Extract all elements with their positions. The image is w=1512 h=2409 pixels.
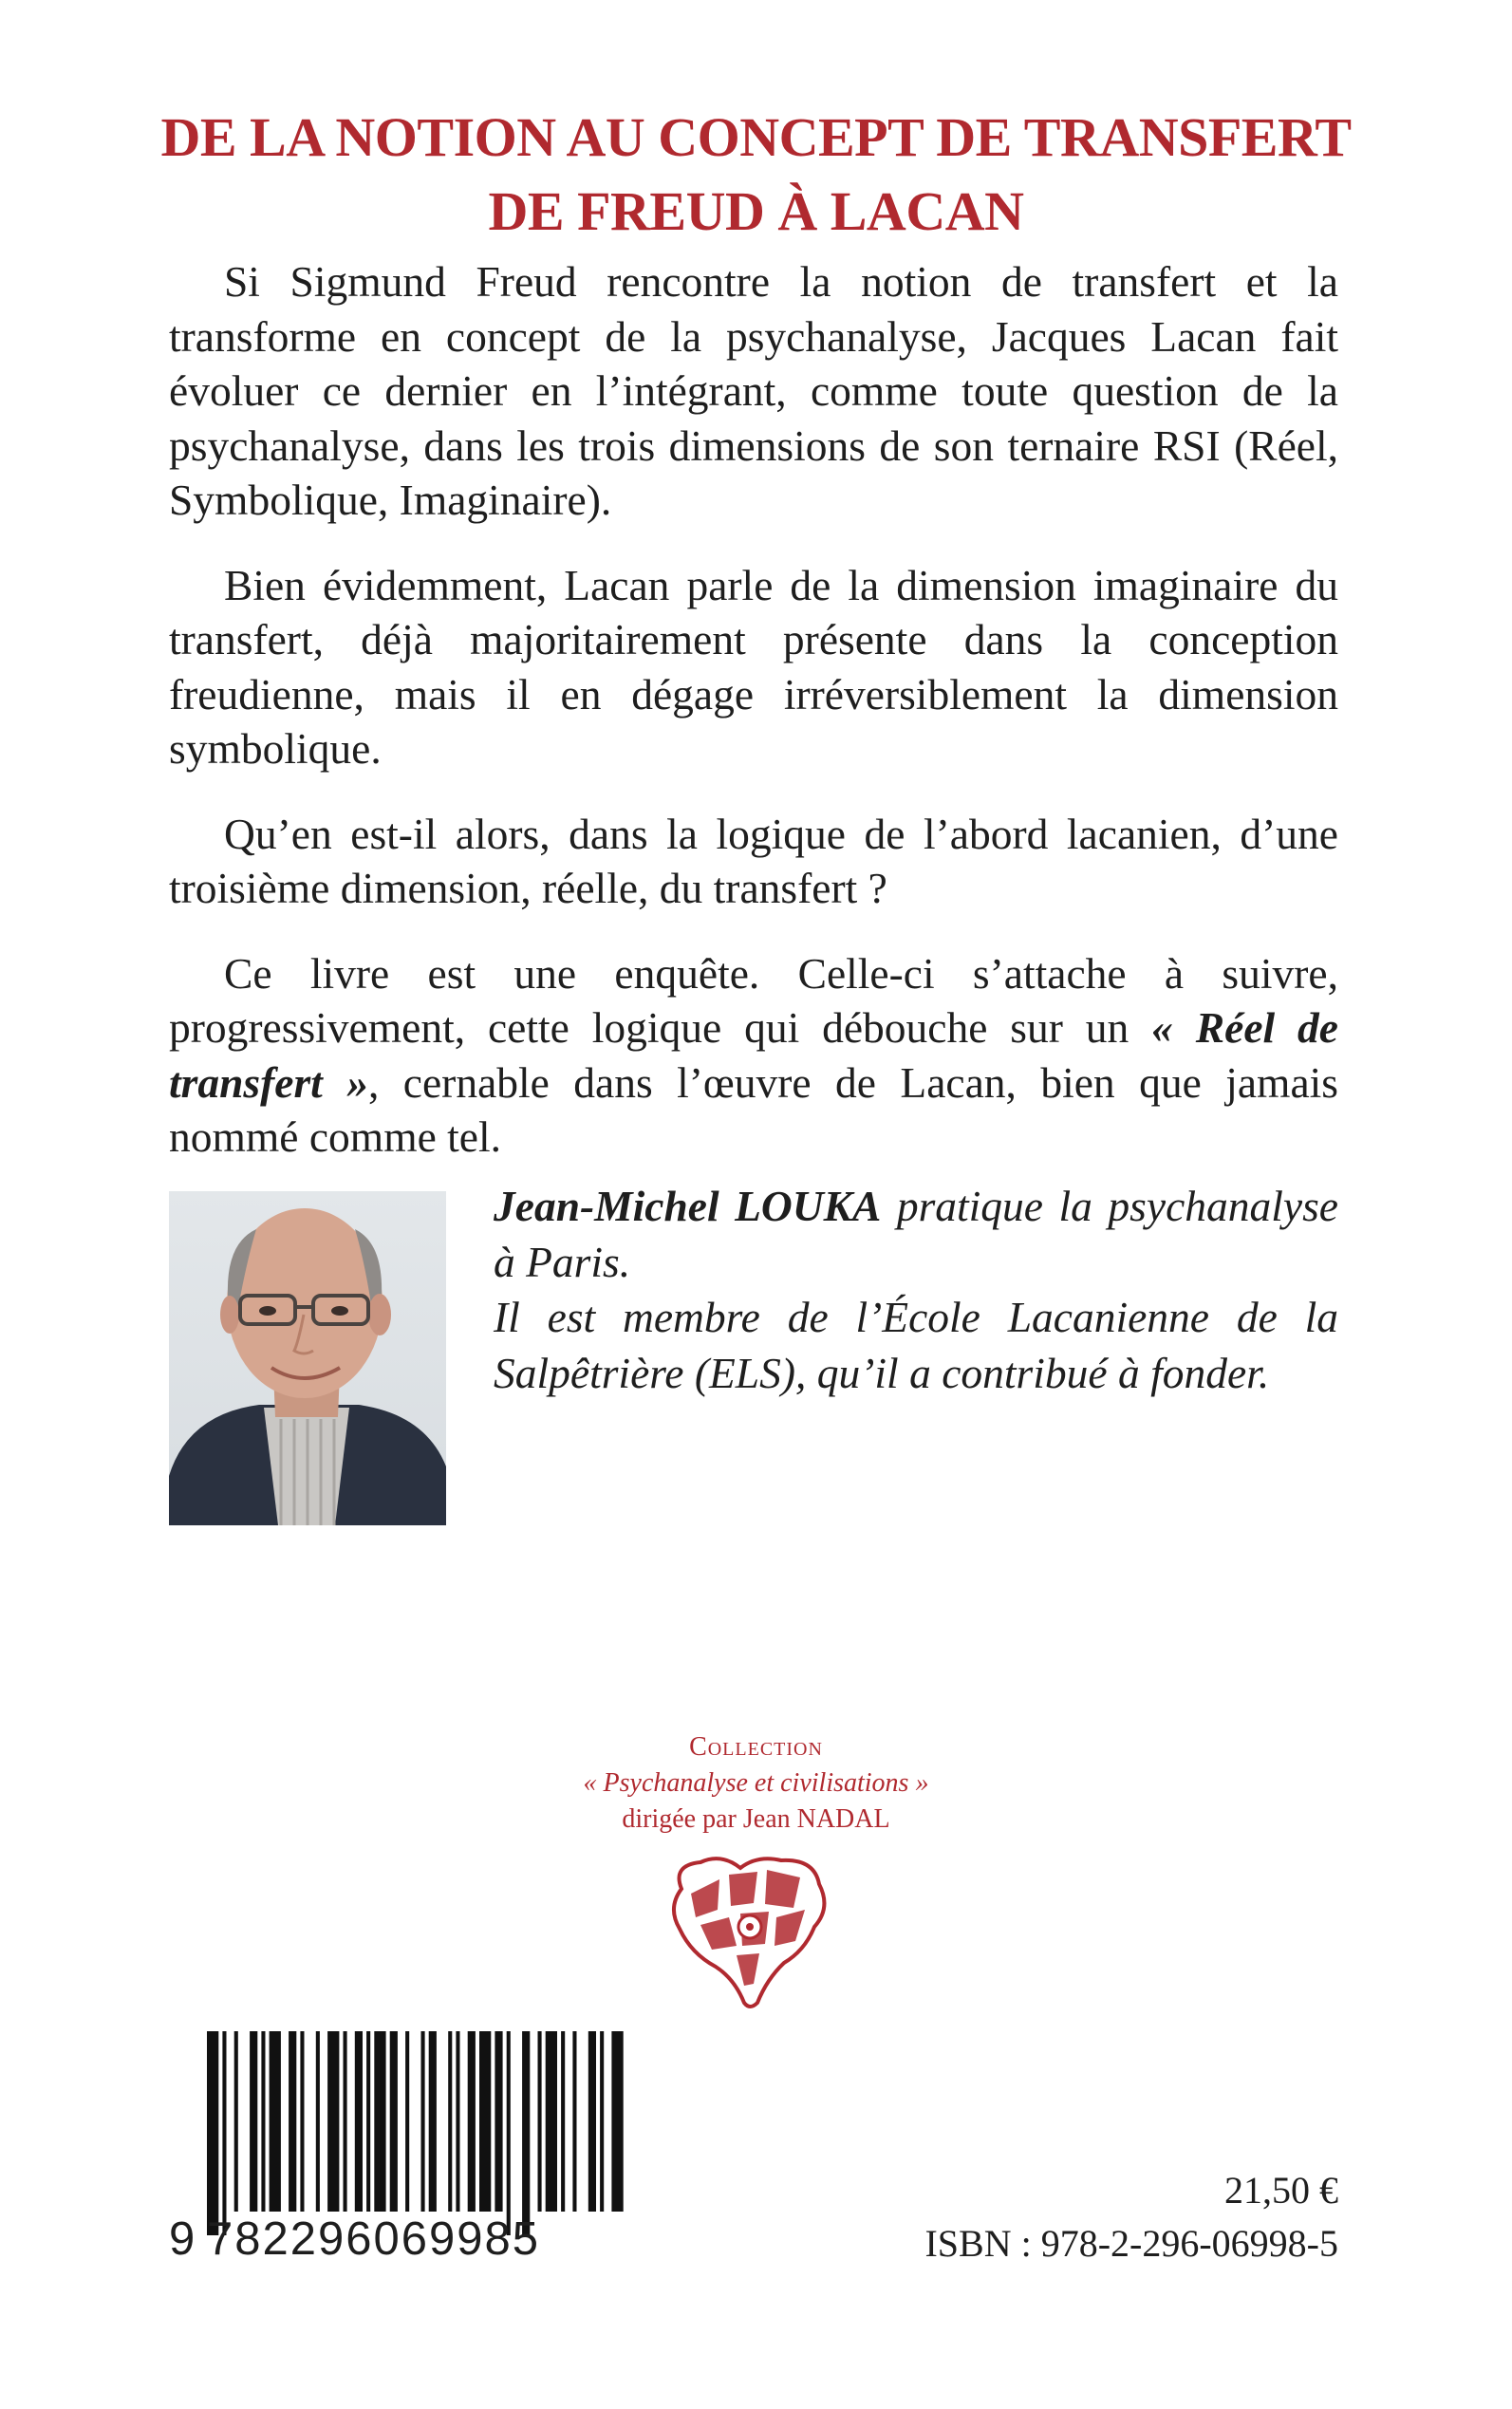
barcode-bar	[600, 2031, 604, 2212]
barcode-bar	[522, 2031, 530, 2235]
barcode-bar	[366, 2031, 370, 2212]
barcode-bar	[270, 2031, 281, 2212]
barcode-bar	[561, 2031, 565, 2212]
blurb-p4-start: Ce livre est une enquête. Celle-ci s’attache à suivre, progressivement, cette logique qui débouche sur un	[169, 948, 1338, 1052]
author-bio-line-1	[494, 1179, 1338, 1290]
barcode-bar	[234, 2031, 238, 2212]
barcode-bar	[538, 2031, 542, 2212]
barcode-bar	[344, 2031, 347, 2212]
barcode-number: 782296069985	[207, 2213, 541, 2265]
barcode-bar	[300, 2031, 304, 2212]
publisher-logo-icon	[663, 1851, 831, 2012]
author-photo	[169, 1191, 446, 1525]
barcode-bar	[588, 2031, 596, 2212]
author-bio-2: Il est membre de l’École Lacanienne de la Salpêtrière (ELS), qu’il a contribué à fonder.	[494, 1293, 1338, 1397]
barcode-bar	[507, 2031, 511, 2235]
blurb-p4-end: , cernable dans l’œuvre de Lacan, bien que jamais nommé comme tel.	[169, 1057, 1338, 1161]
collection-series: « Psychanalyse et civilisations »	[583, 1768, 929, 1798]
barcode-bar	[250, 2031, 257, 2212]
barcode-bar	[390, 2031, 398, 2212]
price: 21,50 €	[1224, 2169, 1338, 2212]
author-bio	[494, 1179, 1338, 1401]
barcode-bar	[479, 2031, 491, 2212]
barcode-bar	[495, 2031, 502, 2212]
collection-info	[0, 1729, 1512, 1838]
blurb-paragraph-4	[169, 946, 1338, 1165]
title-line-2: DE FREUD À LACAN	[488, 180, 1024, 242]
back-cover-blurb	[169, 254, 1338, 1195]
barcode-bar	[456, 2031, 459, 2212]
barcode-digits	[169, 2214, 625, 2264]
barcode-bar	[289, 2031, 296, 2212]
book-title	[95, 101, 1417, 249]
barcode-bar	[611, 2031, 623, 2212]
blurb-paragraph-2: Bien évidemment, Lacan parle de la dimension imaginaire du transfert, déjà majoritairement présente dans la conception freudienne, mais il en dégage irréversiblement la dimension symbolique.	[169, 560, 1338, 773]
collection-director: dirigée par Jean NADAL	[622, 1804, 890, 1834]
barcode-bar	[546, 2031, 557, 2212]
blurb-paragraph-3: Qu’en est-il alors, dans la logique de l’abord lacanien, d’une troisième dimension, réelle, du transfert ?	[169, 809, 1338, 912]
barcode-bar	[316, 2031, 320, 2212]
barcode-bar	[374, 2031, 385, 2212]
author-name: Jean-Michel LOUKA	[494, 1182, 882, 1230]
blurb-paragraph-1: Si Sigmund Freud rencontre la notion de transfert et la transforme en concept de la psychanalyse, Jacques Lacan fait évoluer ce dernier en l’intégrant, comme toute question de la psychanalyse, dans les trois dimensions de son ternaire RSI (Réel, Symbolique, Imaginaire).	[169, 257, 1338, 524]
author-portrait-image	[169, 1191, 446, 1525]
barcode-bar	[429, 2031, 437, 2212]
barcode-bar	[405, 2031, 409, 2212]
collection-label: Collection	[689, 1732, 823, 1762]
blurb-emphasis: « Réel de transfert »	[169, 1003, 1338, 1107]
barcode-bar	[468, 2031, 476, 2212]
isbn: ISBN : 978-2-296-06998-5	[924, 2222, 1338, 2265]
barcode-bar	[261, 2031, 265, 2212]
author-bio-1: pratique la psychanalyse à Paris.	[494, 1182, 1338, 1286]
barcode-bar	[448, 2031, 452, 2212]
barcode-bar	[572, 2031, 576, 2212]
barcode-bar	[222, 2031, 226, 2235]
title-line-1: DE LA NOTION AU CONCEPT DE TRANSFERT	[160, 106, 1352, 168]
barcode-bar	[207, 2031, 218, 2235]
barcode-bar	[421, 2031, 425, 2212]
barcode-bar	[355, 2031, 363, 2212]
barcode-first-digit: 9	[169, 2213, 197, 2265]
price-block	[924, 2164, 1338, 2270]
barcode-bar	[327, 2031, 339, 2212]
